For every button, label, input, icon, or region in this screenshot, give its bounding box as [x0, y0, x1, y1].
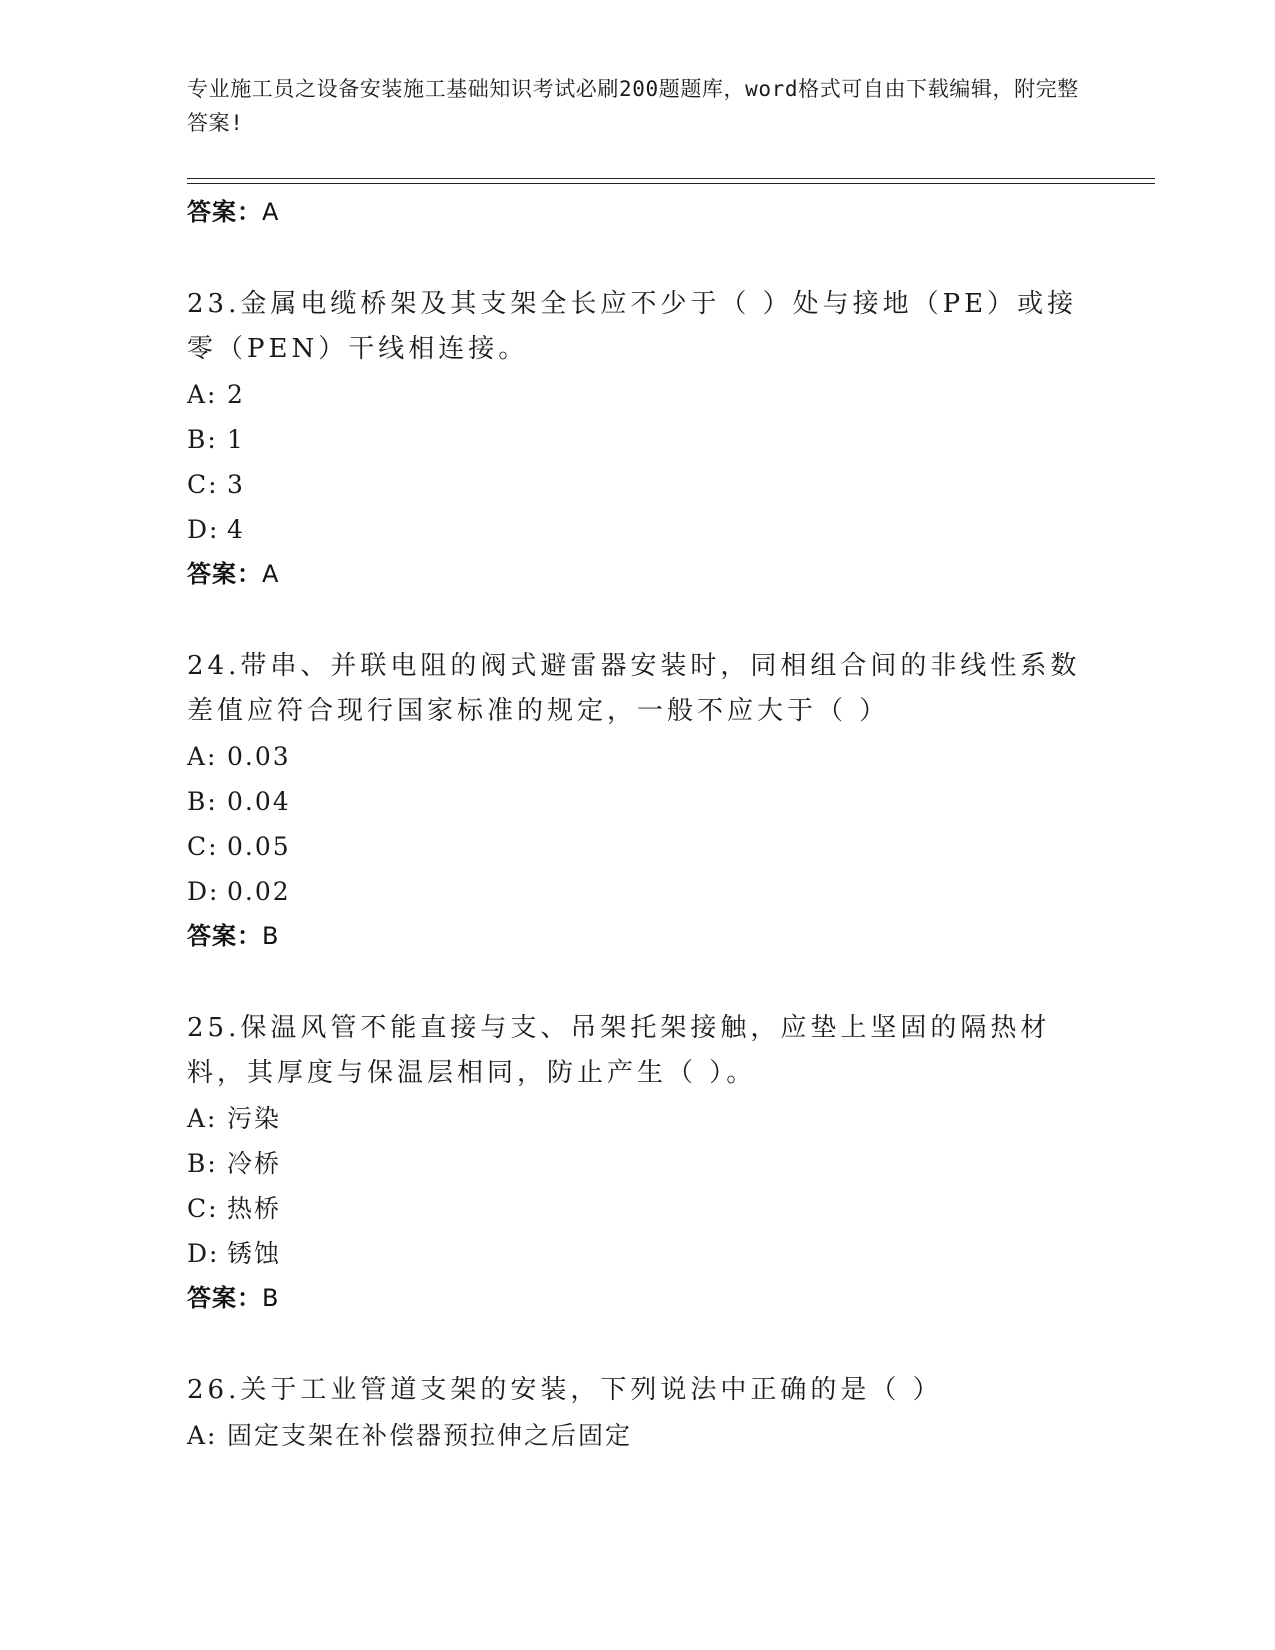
option-text: 2 — [227, 380, 245, 409]
option-letter: C: — [187, 470, 219, 499]
option-letter: A: — [187, 742, 218, 771]
question-text: 23.金属电缆桥架及其支架全长应不少于（ ）处与接地（PE）或接零（PEN）干线相连接。 — [187, 289, 1078, 364]
option-b — [187, 1141, 1087, 1186]
option-b — [187, 779, 1087, 824]
option-d — [187, 869, 1087, 914]
spacer — [187, 959, 1087, 1006]
answer-value: B — [262, 922, 280, 950]
header-rule-bottom — [187, 183, 1155, 184]
answer-value: B — [262, 1284, 280, 1312]
option-letter: A: — [187, 380, 218, 409]
answer-label: 答案： — [187, 198, 262, 226]
option-text: 0.03 — [227, 742, 291, 771]
option-a — [187, 1096, 1087, 1141]
option-letter: C: — [187, 832, 219, 861]
option-c — [187, 824, 1087, 869]
question-text: 25.保温风管不能直接与支、吊架托架接触，应垫上坚固的隔热材料，其厚度与保温层相同，防止产生（ ）。 — [187, 1013, 1051, 1088]
document-header: 专业施工员之设备安装施工基础知识考试必刷200题题库，word格式可自由下载编辑，附完整答案! — [187, 77, 1079, 135]
answer-value: A — [262, 560, 280, 588]
question-block — [187, 282, 1087, 597]
answer-line — [187, 190, 1087, 235]
option-letter: D: — [187, 515, 220, 544]
option-text: 3 — [227, 470, 245, 499]
question-text: 26.关于工业管道支架的安装，下列说法中正确的是（ ） — [187, 1375, 943, 1405]
option-letter: A: — [187, 1421, 218, 1450]
answer-label: 答案： — [187, 922, 262, 950]
option-text: 锈蚀 — [227, 1239, 282, 1268]
option-c — [187, 1186, 1087, 1231]
spacer — [187, 597, 1087, 644]
answer-value: A — [262, 198, 280, 226]
question-list — [187, 190, 1087, 1458]
option-letter: B: — [187, 425, 218, 454]
option-text: 热桥 — [227, 1194, 282, 1223]
option-text: 冷桥 — [227, 1149, 282, 1178]
option-text: 4 — [227, 515, 245, 544]
option-text: 1 — [227, 425, 245, 454]
header-rule-top — [187, 178, 1155, 179]
spacer — [187, 1321, 1087, 1368]
option-letter: C: — [187, 1194, 219, 1223]
option-a — [187, 372, 1087, 417]
option-text: 0.05 — [227, 832, 291, 861]
option-text: 0.04 — [227, 787, 291, 816]
answer-line — [187, 552, 1087, 597]
option-text: 污染 — [227, 1104, 282, 1133]
option-d — [187, 1231, 1087, 1276]
question-text: 24.带串、并联电阻的阀式避雷器安装时，同相组合间的非线性系数差值应符合现行国家标准的规定，一般不应大于（ ） — [187, 651, 1081, 726]
question-block — [187, 1368, 1087, 1458]
answer-label: 答案： — [187, 560, 262, 588]
option-letter: D: — [187, 1239, 220, 1268]
option-letter: A: — [187, 1104, 218, 1133]
question-block — [187, 1006, 1087, 1321]
option-b — [187, 417, 1087, 462]
spacer — [187, 235, 1087, 282]
option-letter: B: — [187, 1149, 218, 1178]
option-a — [187, 1413, 1087, 1458]
option-text: 0.02 — [227, 877, 291, 906]
answer-label: 答案： — [187, 1284, 262, 1312]
option-letter: D: — [187, 877, 220, 906]
option-text: 固定支架在补偿器预拉伸之后固定 — [227, 1421, 633, 1450]
option-a — [187, 734, 1087, 779]
option-d — [187, 507, 1087, 552]
answer-line — [187, 914, 1087, 959]
option-c — [187, 462, 1087, 507]
option-letter: B: — [187, 787, 218, 816]
answer-line — [187, 1276, 1087, 1321]
question-block — [187, 644, 1087, 959]
